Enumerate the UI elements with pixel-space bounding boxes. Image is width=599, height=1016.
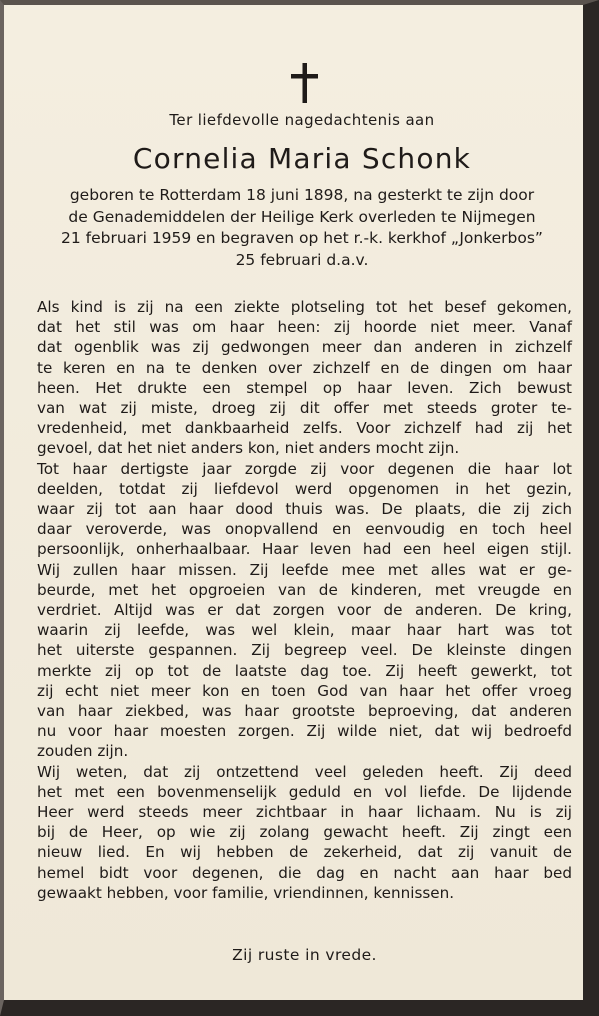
text-line: Wij weten, dat zij ontzettend veel geleden heeft. Zij deed xyxy=(37,762,572,781)
details-line: de Genademiddelen der Heilige Kerk overleden te Nijmegen xyxy=(68,207,536,226)
text-line: nieuw lied. En wij hebben de zekerheid, dat zij vanuit de xyxy=(37,843,572,862)
text-line: deelden, totdat zij liefdevol werd opgenomen in het gezin, xyxy=(37,479,572,498)
text-line: vredenheid, met dankbaarheid zelfs. Voor zichzelf had zij het xyxy=(37,419,572,438)
text-line: zij echt niet meer kon en toen God van haar het offer vroeg xyxy=(37,681,572,700)
text-line: van haar ziekbed, was haar grootste beproeving, dat anderen xyxy=(37,702,572,721)
text-line: waar zij tot aan haar dood thuis was. De plaats, die zij zich xyxy=(37,500,572,519)
text-line: beurde, met het opgroeien van de kinderen, met vreugde en xyxy=(37,580,572,599)
text-line: Heer werd steeds meer zichtbaar in haar lichaam. Nu is zij xyxy=(37,803,572,822)
intro-line: Ter liefdevolle nagedachtenis aan xyxy=(169,111,435,129)
deceased-name: Cornelia Maria Schonk xyxy=(132,142,472,175)
text-line: verdriet. Altijd was er dat zorgen voor de anderen. De kring, xyxy=(37,601,572,620)
text-line: te keren en na te denken over zichzelf en de dingen om haar xyxy=(37,358,572,377)
details-line: geboren te Rotterdam 18 juni 1898, na gesterkt te zijn door xyxy=(69,186,535,204)
text-line: Tot haar dertigste jaar zorgde zij voor degenen die haar lot xyxy=(37,459,572,478)
text-line: zouden zijn. xyxy=(37,742,129,761)
memorial-text xyxy=(37,297,572,903)
text-line: Als kind is zij na een ziekte plotseling tot het besef gekomen, xyxy=(37,298,572,316)
text-line: hemel bidt voor degenen, die dag en nacht aan haar bed xyxy=(37,863,572,882)
details-line: 21 februari 1959 en begraven op het r.-k. kerkhof „Jonkerbos” xyxy=(61,229,543,247)
birth-death-details xyxy=(37,185,567,271)
text-line: bij de Heer, op wie zij zolang gewacht heeft. Zij zingt een xyxy=(37,823,572,842)
text-line: persoonlijk, onherhaalbaar. Haar leven had een heel eigen stijl. xyxy=(37,540,572,559)
text-line: nu voor haar moesten zorgen. Zij wilde niet, dat wij bedroefd xyxy=(37,722,572,741)
details-line: 25 februari d.a.v. xyxy=(235,250,369,269)
text-line: het uiterste gespannen. Zij begreep veel. De kleinste dingen xyxy=(37,641,572,660)
text-line: dat het stil was om haar heen: zij hoorde niet meer. Vanaf xyxy=(37,318,572,337)
text-line: heen. Het drukte een stempel op haar leven. Zich bewust xyxy=(37,378,572,397)
text-line: dat ogenblik was zij gedwongen meer dan anderen in zichzelf xyxy=(37,338,572,357)
text-line: gevoel, dat het niet anders kon, niet anders mocht zijn. xyxy=(37,439,460,458)
closing-line: Zij ruste in vrede. xyxy=(232,946,377,964)
latin-cross-icon xyxy=(285,61,325,105)
text-line: waarin zij leefde, was wel klein, maar haar hart was tot xyxy=(37,621,572,640)
text-line: gewaakt hebben, voor familie, vriendinnen, kennissen. xyxy=(37,883,455,902)
text-line: Wij zullen haar missen. Zij leefde mee met alles wat er ge- xyxy=(37,560,572,579)
text-line: daar veroverde, was onopvallend en eenvoudig en toch heel xyxy=(37,520,572,539)
text-line: het met een bovenmenselijk geduld en vol liefde. De lijdende xyxy=(37,782,572,801)
text-line: van wat zij miste, droeg zij dit offer met steeds groter te- xyxy=(37,399,572,418)
text-line: merkte zij op tot de laatste dag toe. Zij heeft gewerkt, tot xyxy=(37,661,572,680)
